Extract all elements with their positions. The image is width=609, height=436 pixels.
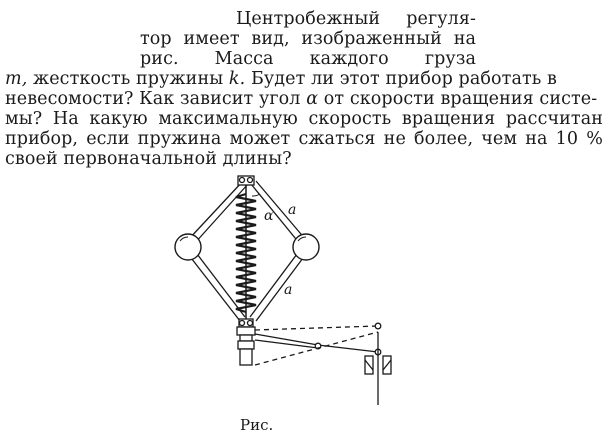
figure-caption: Рис. — [240, 416, 274, 434]
top-pin-right — [248, 178, 253, 183]
top-pin-left — [240, 178, 245, 183]
text-line-6-content: мы? На какую максимальную скорость вращения рассчитан — [5, 109, 603, 129]
text-line-2 — [140, 29, 476, 49]
text-line-4-b: Будет ли этот прибор работать в — [250, 69, 558, 89]
sleeve-base — [238, 341, 254, 349]
lower-arm-right — [250, 250, 306, 321]
label-a-upper: a — [288, 202, 297, 218]
label-alpha: α — [264, 208, 274, 224]
text-line-8-content: своей первоначальной длины? — [5, 149, 292, 169]
sleeve-pin-right — [248, 321, 253, 326]
text-line-4-a: жесткость пружины — [33, 69, 224, 89]
mass-ball-right — [293, 234, 319, 260]
text-line-5-b: от скорости вращения систе- — [323, 89, 598, 109]
governor-figure — [160, 170, 400, 410]
lever-dashed-upper — [255, 326, 378, 330]
text-line-7-content: прибор, если пружина может сжаться не более, чем на 10 % — [5, 129, 603, 149]
symbol-stiffness: k. — [228, 69, 246, 89]
mass-ball-left — [175, 234, 201, 260]
text-line-1-content: Центробежный регуля- — [236, 9, 476, 29]
governor-diagram — [160, 170, 400, 410]
angle-arc — [252, 194, 260, 196]
sleeve-neck — [240, 335, 252, 341]
symbol-mass: m, — [5, 69, 28, 89]
text-line-7 — [5, 129, 603, 149]
shaft-base — [240, 349, 252, 365]
symbol-angle: α — [306, 89, 319, 109]
text-line-2-content: тор имеет вид, изображенный на — [140, 29, 476, 49]
text-line-1 — [236, 9, 476, 29]
sleeve-pin-left — [240, 321, 245, 326]
text-line-5-a: невесомости? Как зависит угол — [5, 89, 301, 109]
text-line-4 — [5, 69, 603, 89]
text-line-6 — [5, 109, 603, 129]
label-a-lower: a — [284, 282, 293, 298]
text-line-3-content: рис. Масса каждого груза — [140, 49, 476, 69]
sleeve-collar — [237, 327, 255, 335]
lever-dashed-end — [375, 323, 381, 329]
upper-arm-right — [251, 181, 306, 244]
text-line-3 — [140, 49, 476, 69]
text-line-8 — [5, 149, 292, 169]
text-line-5 — [5, 89, 603, 109]
